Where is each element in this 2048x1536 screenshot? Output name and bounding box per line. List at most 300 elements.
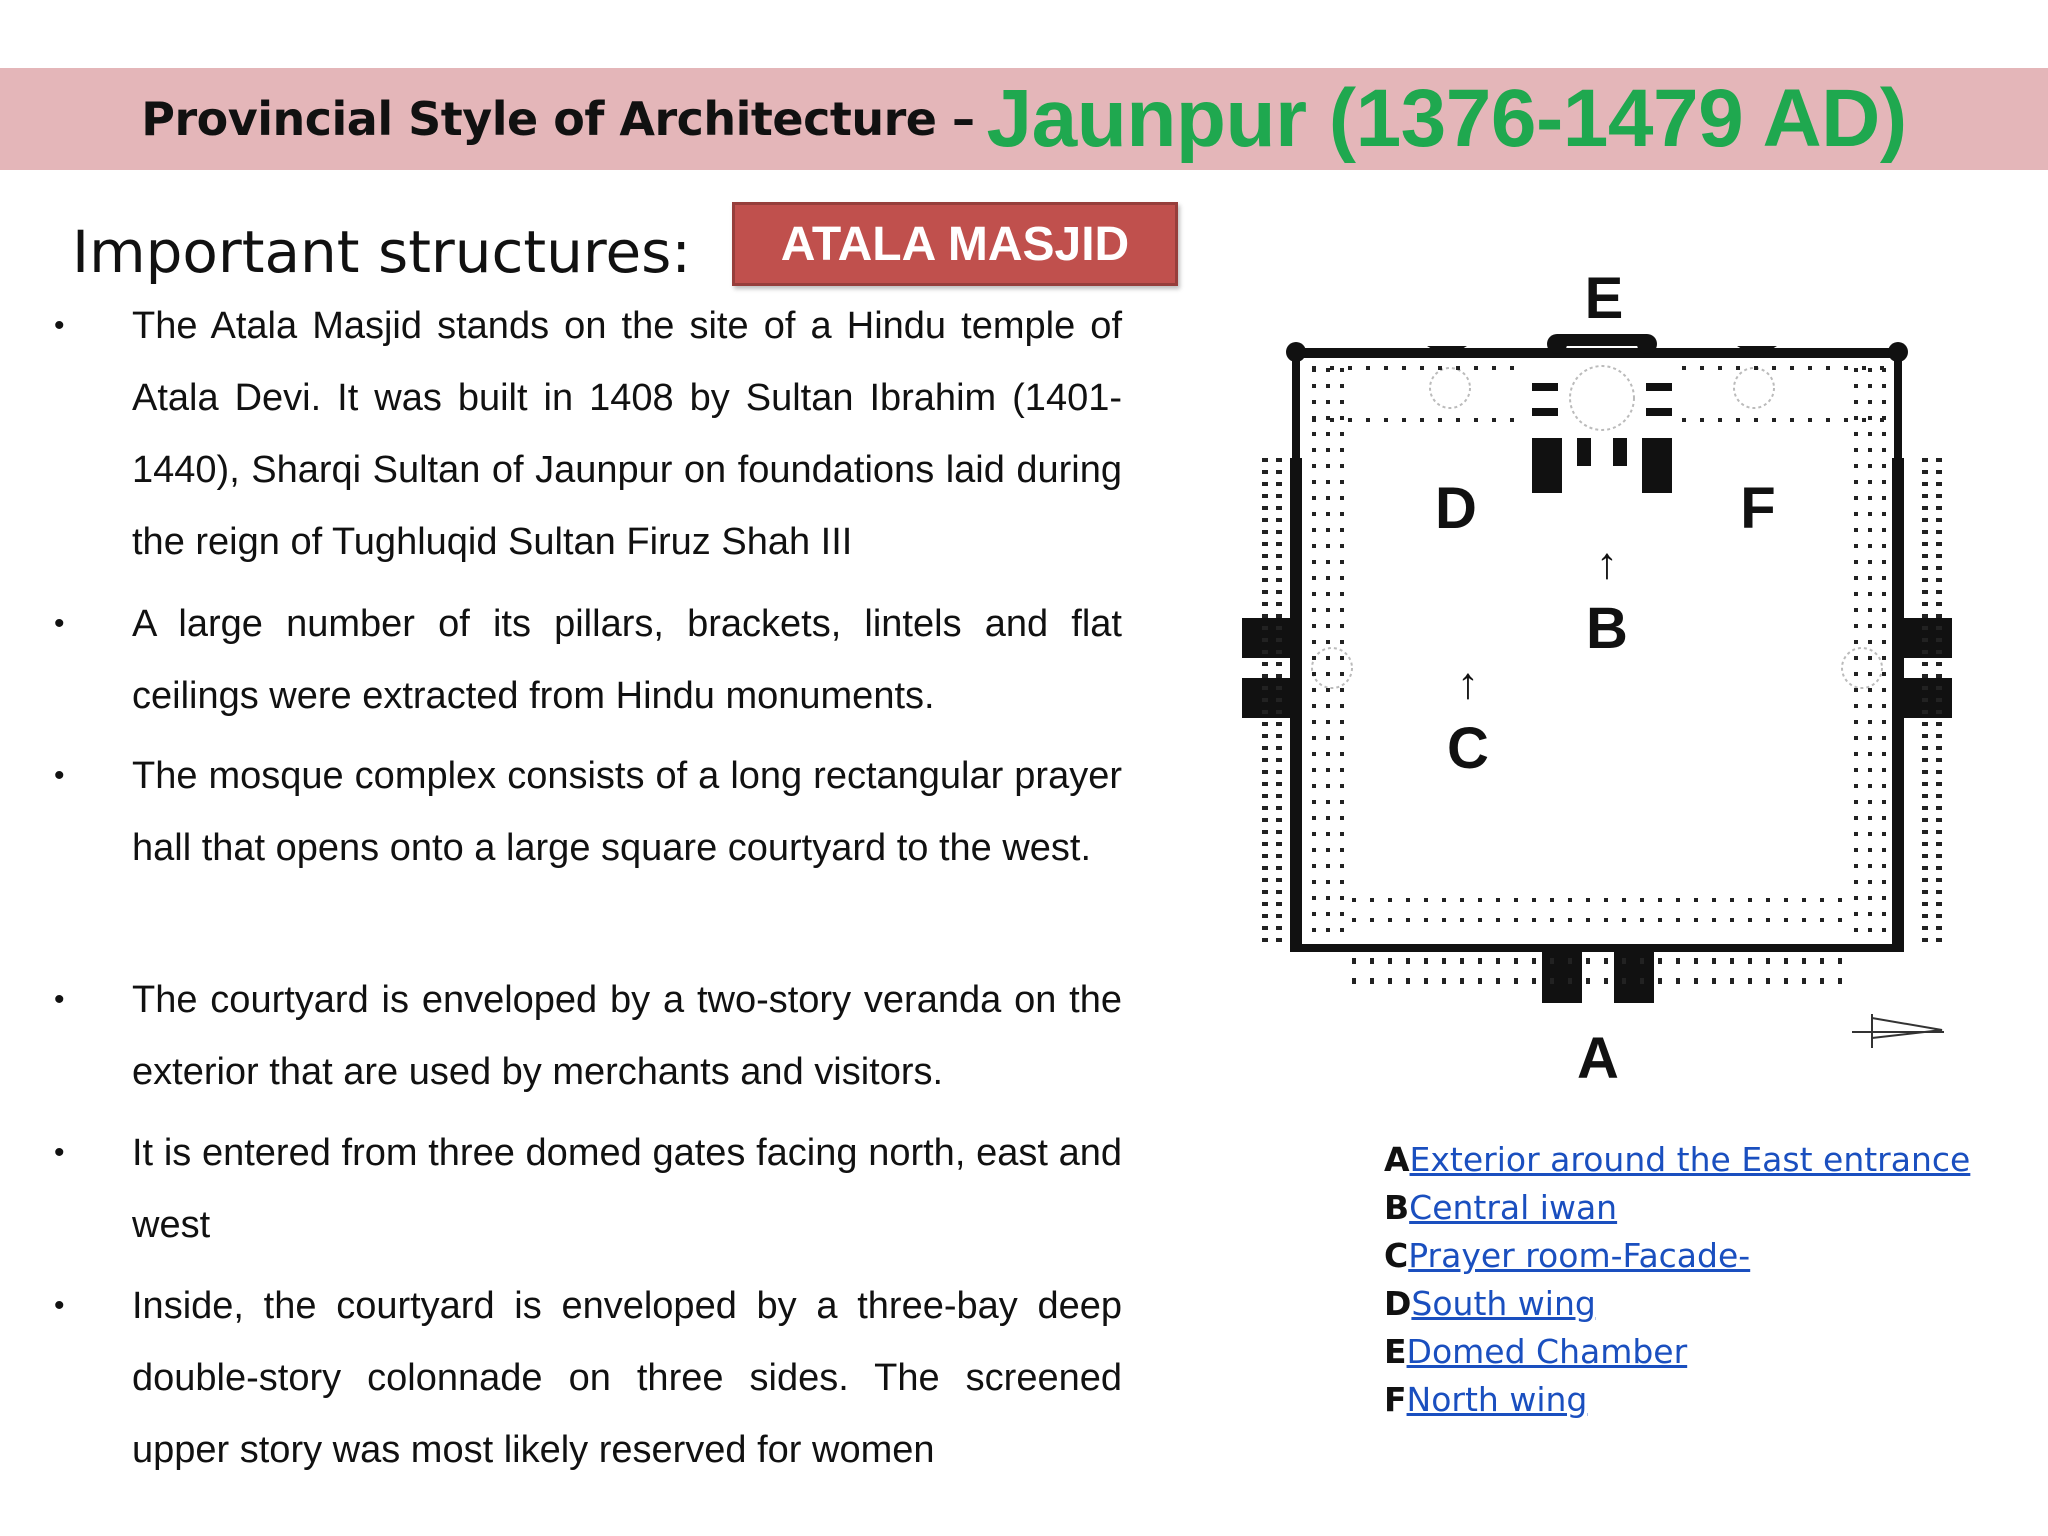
legend-letter: B xyxy=(1384,1188,1410,1227)
pillar-mark xyxy=(1340,816,1344,820)
pillar-mark xyxy=(1276,542,1282,546)
plan-arrow-c-icon: ↑ xyxy=(1457,659,1479,708)
pillar-mark xyxy=(1936,470,1942,474)
pillar-mark xyxy=(1276,818,1282,822)
pillar-mark xyxy=(1262,470,1268,474)
pillar-mark xyxy=(1326,560,1330,564)
bullet-dot: • xyxy=(54,759,65,792)
pillar-mark xyxy=(1326,800,1330,804)
pillar-mark xyxy=(1326,432,1330,436)
pillar-mark xyxy=(1748,918,1752,922)
pillar-mark xyxy=(1712,918,1716,922)
pillar-mark xyxy=(1326,768,1330,772)
pillar-mark xyxy=(1262,914,1268,918)
pillar-mark xyxy=(1326,720,1330,724)
bullet-dot: • xyxy=(54,983,65,1016)
pillar-mark xyxy=(1922,794,1928,798)
legend-link-prayer-room-facade[interactable]: Prayer room-Facade- xyxy=(1408,1236,1751,1275)
pillar-mark xyxy=(1276,506,1282,510)
pillar-mark xyxy=(1340,848,1344,852)
pillar-mark xyxy=(1262,530,1268,534)
pillar-mark xyxy=(1326,672,1330,676)
pillar-mark xyxy=(1922,878,1928,882)
pillar-mark xyxy=(1922,566,1928,570)
pillar-mark xyxy=(1854,512,1858,516)
pillar-mark xyxy=(1922,458,1928,462)
pillar-mark xyxy=(1276,638,1282,642)
pillar-mark xyxy=(1276,854,1282,858)
pillar-mark xyxy=(1868,848,1872,852)
title-prefix: Provincial Style of Architecture – xyxy=(141,92,975,146)
pillar-mark xyxy=(1802,978,1806,984)
pillar-mark xyxy=(1882,544,1886,548)
pillar-mark xyxy=(1868,832,1872,836)
pillar-mark xyxy=(1784,918,1788,922)
pillar-mark xyxy=(1348,366,1352,370)
pillar-mark xyxy=(1276,494,1282,498)
pillar-mark xyxy=(1882,704,1886,708)
pillar-mark xyxy=(1868,544,1872,548)
pillar-mark xyxy=(1568,978,1572,984)
pillar-mark xyxy=(1262,842,1268,846)
pillar-mark xyxy=(1496,958,1500,964)
pillar-mark xyxy=(1340,544,1344,548)
pillar-mark xyxy=(1326,512,1330,516)
pillar-mark xyxy=(1262,698,1268,702)
pillar-mark xyxy=(1326,480,1330,484)
pillar-mark xyxy=(1936,506,1942,510)
pillar-mark xyxy=(1340,512,1344,516)
pillar-mark xyxy=(1854,576,1858,580)
pillar-mark xyxy=(1340,928,1344,932)
pillar-mark xyxy=(1936,794,1942,798)
pillar-mark xyxy=(1936,638,1942,642)
pillar-mark xyxy=(1550,958,1554,964)
pillar-mark xyxy=(1312,784,1316,788)
bullet-dot: • xyxy=(54,607,65,640)
pillar-mark xyxy=(1550,918,1554,922)
pillar-mark xyxy=(1326,736,1330,740)
pillar-mark xyxy=(1604,918,1608,922)
pillar-mark xyxy=(1622,918,1626,922)
pillar-mark xyxy=(1922,770,1928,774)
pillar-mark xyxy=(1388,978,1392,984)
legend-letter: D xyxy=(1384,1284,1412,1323)
pillar-mark xyxy=(1784,958,1788,964)
pillar-mark xyxy=(1402,418,1406,422)
pillar-mark xyxy=(1262,602,1268,606)
pillar-mark xyxy=(1262,746,1268,750)
legend-item-e xyxy=(1384,1328,1970,1376)
pillar-mark xyxy=(1936,602,1942,606)
pillar-mark xyxy=(1922,470,1928,474)
pillar-mark xyxy=(1712,978,1716,984)
pillar-mark xyxy=(1922,578,1928,582)
pillar-mark xyxy=(1276,770,1282,774)
pillar-mark xyxy=(1366,366,1370,370)
pillar-mark xyxy=(1922,902,1928,906)
pillar-mark xyxy=(1922,866,1928,870)
pillar-mark xyxy=(1262,626,1268,630)
pillar-mark xyxy=(1474,366,1478,370)
pillar-mark xyxy=(1936,482,1942,486)
pillar-mark xyxy=(1766,898,1770,902)
pillar-mark xyxy=(1922,554,1928,558)
pillar-mark xyxy=(1348,418,1352,422)
pillar-mark xyxy=(1532,898,1536,902)
pillar-mark xyxy=(1936,770,1942,774)
pillar-mark xyxy=(1460,898,1464,902)
pillar-mark xyxy=(1854,656,1858,660)
pillar-mark xyxy=(1604,978,1608,984)
pillar-mark xyxy=(1352,978,1356,984)
bullet-item xyxy=(54,588,1122,732)
pillar-mark xyxy=(1340,448,1344,452)
pillar-mark xyxy=(1868,448,1872,452)
pillar-mark xyxy=(1276,758,1282,762)
pillar-mark xyxy=(1262,866,1268,870)
pillar-mark xyxy=(1586,958,1590,964)
pillar-mark xyxy=(1262,938,1268,942)
pillar-mark xyxy=(1340,784,1344,788)
pillar-mark xyxy=(1424,918,1428,922)
pillar-mark xyxy=(1868,432,1872,436)
pillar-mark xyxy=(1326,832,1330,836)
pillar-mark xyxy=(1862,366,1866,370)
pillar-mark xyxy=(1312,912,1316,916)
pillar-mark xyxy=(1312,366,1316,370)
pillar-mark xyxy=(1330,366,1334,370)
pillar-mark xyxy=(1882,784,1886,788)
pillar-mark xyxy=(1882,608,1886,612)
pillar-mark xyxy=(1882,800,1886,804)
pillar-mark xyxy=(1326,464,1330,468)
plan-label-b: B xyxy=(1586,596,1628,661)
pillar-mark xyxy=(1312,848,1316,852)
pillar-mark xyxy=(1326,848,1330,852)
pillar-mark xyxy=(1936,758,1942,762)
pillar-mark xyxy=(1854,928,1858,932)
plan-arrow-b-icon: ↑ xyxy=(1596,539,1618,588)
pillar-mark xyxy=(1276,470,1282,474)
pillar-mark xyxy=(1854,880,1858,884)
pillar-mark xyxy=(1922,674,1928,678)
pillar-mark xyxy=(1424,958,1428,964)
pillar-mark xyxy=(1478,918,1482,922)
pillar-mark xyxy=(1882,480,1886,484)
legend-link-south-wing[interactable]: South wing xyxy=(1411,1284,1596,1323)
pillar-mark xyxy=(1868,672,1872,676)
pillar-mark xyxy=(1790,418,1794,422)
pillar-mark xyxy=(1936,518,1942,522)
pillar-mark xyxy=(1276,530,1282,534)
pillar-mark xyxy=(1882,896,1886,900)
pillar-mark xyxy=(1868,368,1872,372)
pillar-mark xyxy=(1326,416,1330,420)
pillar-mark xyxy=(1262,734,1268,738)
pillar-mark xyxy=(1514,978,1518,984)
pillar-mark xyxy=(1868,688,1872,692)
pillar-mark xyxy=(1854,608,1858,612)
pillar-mark xyxy=(1312,688,1316,692)
pillar-mark xyxy=(1882,576,1886,580)
pillar-mark xyxy=(1312,656,1316,660)
pillar-mark xyxy=(1406,978,1410,984)
pillar-mark xyxy=(1882,448,1886,452)
pillar-mark xyxy=(1880,418,1884,422)
pillar-mark xyxy=(1748,898,1752,902)
pillar-mark xyxy=(1936,554,1942,558)
pillar-mark xyxy=(1478,958,1482,964)
pillar-mark xyxy=(1262,878,1268,882)
pillar-mark xyxy=(1838,958,1842,964)
pillar-mark xyxy=(1340,656,1344,660)
pillar-mark xyxy=(1276,590,1282,594)
pillar-mark xyxy=(1340,912,1344,916)
pillar-mark xyxy=(1718,418,1722,422)
pillar-mark xyxy=(1312,896,1316,900)
pillar-mark xyxy=(1326,368,1330,372)
pillar-mark xyxy=(1312,672,1316,676)
pillar-mark xyxy=(1882,768,1886,772)
pillar-mark xyxy=(1568,958,1572,964)
pillar-mark xyxy=(1262,506,1268,510)
pillar-mark xyxy=(1352,918,1356,922)
pillar-mark xyxy=(1922,818,1928,822)
bullet-item xyxy=(54,740,1122,884)
pillar-mark xyxy=(1936,902,1942,906)
pillar-mark xyxy=(1312,752,1316,756)
legend-letter: F xyxy=(1384,1380,1407,1419)
pillar-mark xyxy=(1276,902,1282,906)
pillar-mark xyxy=(1326,544,1330,548)
pillar-mark xyxy=(1326,384,1330,388)
pillar-mark xyxy=(1772,366,1776,370)
legend-item-b xyxy=(1384,1184,1970,1232)
pillar-mark xyxy=(1736,418,1740,422)
pillar-mark xyxy=(1868,768,1872,772)
pillar-mark xyxy=(1868,704,1872,708)
pillar-mark xyxy=(1844,366,1848,370)
pillar-mark xyxy=(1854,800,1858,804)
pillar-mark xyxy=(1276,914,1282,918)
pillar-mark xyxy=(1882,848,1886,852)
pillar-mark xyxy=(1262,926,1268,930)
pillar-mark xyxy=(1936,866,1942,870)
pillar-mark xyxy=(1340,576,1344,580)
subheading: Important structures: xyxy=(72,218,691,286)
pillar-mark xyxy=(1854,624,1858,628)
legend-link-exterior-east-entrance[interactable]: Exterior around the East entrance xyxy=(1409,1140,1971,1179)
pillar-mark xyxy=(1936,650,1942,654)
pillar-mark xyxy=(1276,830,1282,834)
pillar-mark xyxy=(1936,914,1942,918)
pillar-mark xyxy=(1854,864,1858,868)
pillar-mark xyxy=(1808,418,1812,422)
pillar-mark xyxy=(1366,418,1370,422)
pillar-mark xyxy=(1882,928,1886,932)
pillar-mark xyxy=(1340,864,1344,868)
pillar-mark xyxy=(1262,758,1268,762)
pillar-mark xyxy=(1326,864,1330,868)
pillar-mark xyxy=(1532,958,1536,964)
pillar-mark xyxy=(1460,958,1464,964)
pillar-mark xyxy=(1340,736,1344,740)
pillar-mark xyxy=(1868,496,1872,500)
bullet-text: The Atala Masjid stands on the site of a Hindu temple of Atala Devi. It was built in 1408 by Sultan Ibrahim (1401-1440), Sharqi Sultan of Jaunpur on foundations laid during the reign of Tughluqid Sultan Firuz Shah III xyxy=(132,305,1122,563)
pillar-mark xyxy=(1340,688,1344,692)
pillar-mark xyxy=(1402,366,1406,370)
pillar-mark xyxy=(1640,958,1644,964)
pillar-mark xyxy=(1936,710,1942,714)
bullet-text: A large number of its pillars, brackets, lintels and flat ceilings were extracted from Hindu monuments. xyxy=(132,603,1122,717)
pillar-mark xyxy=(1604,958,1608,964)
pillar-mark xyxy=(1936,782,1942,786)
pillar-mark xyxy=(1276,926,1282,930)
pillar-mark xyxy=(1312,608,1316,612)
pillar-mark xyxy=(1340,720,1344,724)
pillar-mark xyxy=(1370,918,1374,922)
pillar-mark xyxy=(1276,878,1282,882)
pillar-mark xyxy=(1854,448,1858,452)
pillar-mark xyxy=(1340,480,1344,484)
pillar-mark xyxy=(1340,672,1344,676)
pillar-mark xyxy=(1262,854,1268,858)
bullet-item xyxy=(54,1117,1122,1261)
pillar-mark xyxy=(1694,978,1698,984)
legend-link-central-iwan[interactable]: Central iwan xyxy=(1409,1188,1618,1227)
pillar-mark xyxy=(1456,366,1460,370)
plan-legend xyxy=(1384,1136,1970,1424)
pillar-mark xyxy=(1262,674,1268,678)
pillar-mark xyxy=(1312,480,1316,484)
pillar-mark xyxy=(1532,978,1536,984)
pillar-mark xyxy=(1276,782,1282,786)
pillar-mark xyxy=(1882,720,1886,724)
pillar-mark xyxy=(1622,958,1626,964)
pillar-mark xyxy=(1676,978,1680,984)
pillar-mark xyxy=(1868,656,1872,660)
pillar-mark xyxy=(1936,734,1942,738)
pillar-mark xyxy=(1730,978,1734,984)
pillar-mark xyxy=(1276,794,1282,798)
pillar-mark xyxy=(1682,418,1686,422)
pillar-mark xyxy=(1312,464,1316,468)
pillar-mark xyxy=(1312,736,1316,740)
pillar-mark xyxy=(1882,592,1886,596)
pillar-mark xyxy=(1312,832,1316,836)
legend-letter: E xyxy=(1384,1332,1407,1371)
pillar-mark xyxy=(1586,898,1590,902)
pillar-mark xyxy=(1424,978,1428,984)
pillar-mark xyxy=(1882,688,1886,692)
pillar-mark xyxy=(1262,770,1268,774)
pillar-mark xyxy=(1936,818,1942,822)
pillar-mark xyxy=(1262,542,1268,546)
pillar-mark xyxy=(1622,898,1626,902)
pillar-mark xyxy=(1936,686,1942,690)
legend-link-domed-chamber[interactable]: Domed Chamber xyxy=(1406,1332,1688,1371)
pillar-mark xyxy=(1854,672,1858,676)
pillar-mark xyxy=(1820,978,1824,984)
pillar-mark xyxy=(1922,782,1928,786)
pillar-mark xyxy=(1456,418,1460,422)
pillar-mark xyxy=(1936,578,1942,582)
pillar-mark xyxy=(1854,896,1858,900)
pillar-mark xyxy=(1340,384,1344,388)
pillar-mark xyxy=(1262,554,1268,558)
pillar-mark xyxy=(1326,624,1330,628)
pillar-mark xyxy=(1276,650,1282,654)
plan-label-f: F xyxy=(1740,476,1776,541)
pillar-mark xyxy=(1694,958,1698,964)
pillar-mark xyxy=(1586,978,1590,984)
pillar-mark xyxy=(1388,958,1392,964)
pillar-mark xyxy=(1882,560,1886,564)
pillar-mark xyxy=(1700,366,1704,370)
pillar-mark xyxy=(1340,880,1344,884)
pillar-mark xyxy=(1868,784,1872,788)
pillar-mark xyxy=(1754,366,1758,370)
pillar-mark xyxy=(1922,602,1928,606)
pillar-mark xyxy=(1854,480,1858,484)
pillar-mark xyxy=(1312,432,1316,436)
pillar-mark xyxy=(1262,830,1268,834)
pillar-mark xyxy=(1922,746,1928,750)
pillar-mark xyxy=(1312,768,1316,772)
pillar-mark xyxy=(1730,898,1734,902)
pillar-mark xyxy=(1276,722,1282,726)
plan-label-e: E xyxy=(1584,266,1624,331)
bullet-item xyxy=(54,964,1122,1108)
pillar-mark xyxy=(1622,978,1626,984)
pillar-mark xyxy=(1262,686,1268,690)
pillar-mark xyxy=(1854,640,1858,644)
pillar-mark xyxy=(1276,686,1282,690)
pillar-mark xyxy=(1936,542,1942,546)
pillar-mark xyxy=(1854,768,1858,772)
pillar-mark xyxy=(1730,918,1734,922)
pillar-mark xyxy=(1424,898,1428,902)
pillar-mark xyxy=(1312,544,1316,548)
pillar-mark xyxy=(1868,752,1872,756)
pillar-mark xyxy=(1854,496,1858,500)
pillar-mark xyxy=(1882,624,1886,628)
legend-link-north-wing[interactable]: North wing xyxy=(1406,1380,1588,1419)
pillar-mark xyxy=(1868,880,1872,884)
pillar-mark xyxy=(1844,418,1848,422)
bullet-text: The mosque complex consists of a long rectangular prayer hall that opens onto a large square courtyard to the west. xyxy=(132,755,1122,869)
pillar-mark xyxy=(1784,898,1788,902)
pillar-mark xyxy=(1882,736,1886,740)
pillar-mark xyxy=(1384,366,1388,370)
pillar-mark xyxy=(1312,720,1316,724)
pillar-mark xyxy=(1854,912,1858,916)
pillar-mark xyxy=(1868,416,1872,420)
pillar-mark xyxy=(1922,662,1928,666)
pillar-mark xyxy=(1658,958,1662,964)
pillar-mark xyxy=(1868,640,1872,644)
pillar-mark xyxy=(1586,918,1590,922)
pillar-mark xyxy=(1276,710,1282,714)
bullet-item xyxy=(54,290,1122,578)
pillar-mark xyxy=(1514,898,1518,902)
bullet-dot: • xyxy=(54,1289,65,1322)
pillar-mark xyxy=(1712,898,1716,902)
pillar-mark xyxy=(1868,576,1872,580)
pillar-mark xyxy=(1276,458,1282,462)
pillar-mark xyxy=(1936,938,1942,942)
